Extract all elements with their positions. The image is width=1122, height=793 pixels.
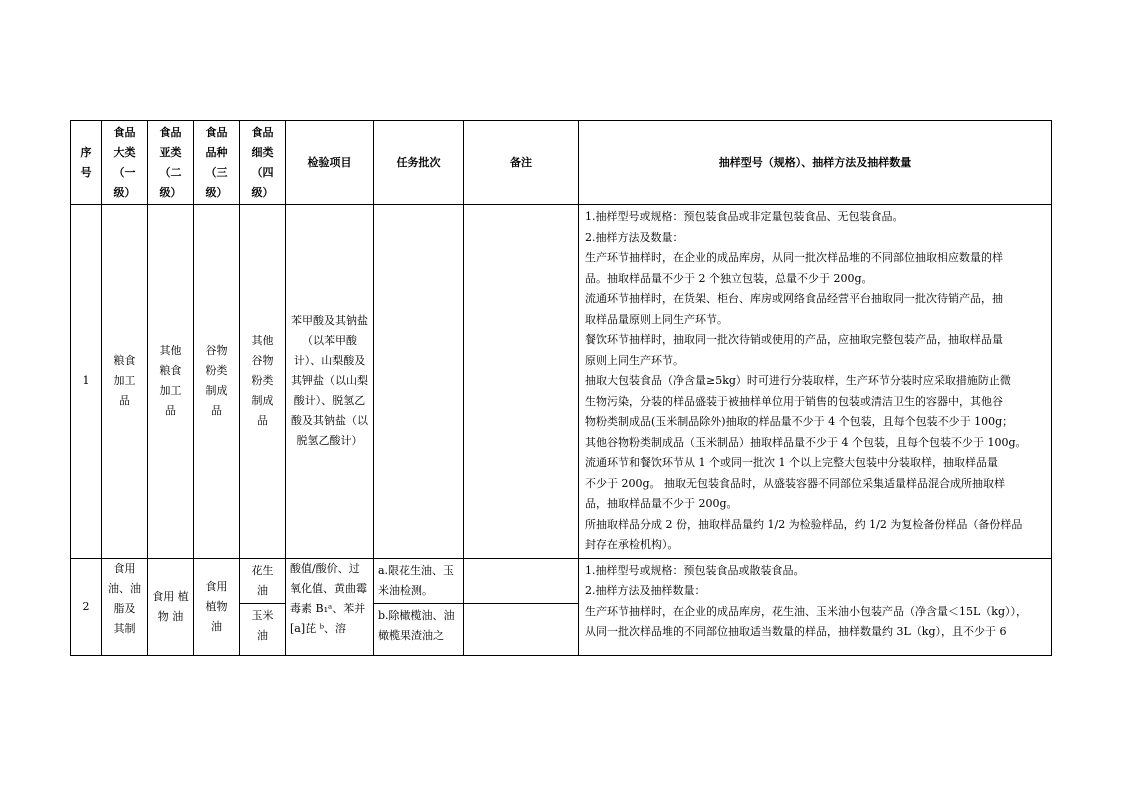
row1-method <box>579 205 1052 559</box>
row2-batch-a: a.限花生油、玉米油检测。 <box>374 559 463 604</box>
row1-batch <box>374 205 464 559</box>
method-line: 1.抽样型号或规格：预包装食品或散装食品。 <box>585 563 805 577</box>
method-line: 2.抽样方法及抽样数量： <box>585 584 706 597</box>
header-method: 抽样型号（规格）、抽样方法及抽样数量 <box>579 121 1052 205</box>
sampling-table <box>70 120 1052 656</box>
row1-note <box>464 205 579 559</box>
method-line: 流通环节抽样时，在货架、柜台、库房或网络食品经营平台抽取同一批次待销产品，抽 <box>585 292 1003 305</box>
method-line: 物粉类制成品(玉米制品除外)抽取的样品量不少于 4 个包装，且每个包装不少于 100g； <box>585 415 1014 428</box>
row2-cat2: 食用 植物 油 <box>148 558 194 655</box>
method-line: 生产环节抽样时，在企业的成品库房，花生油、玉米油小包装产品（净含量＜15L（kg））， <box>585 604 1028 618</box>
header-note: 备注 <box>464 121 579 205</box>
method-line: 从同一批次样品堆的不同部位抽取适当数量的样品，抽样数量约 3L（kg），且不少于 6 <box>585 625 1007 638</box>
method-line: 原则上同生产环节。 <box>585 353 684 367</box>
header-cat1: 食品 大类 （一 级） <box>102 121 148 205</box>
method-line: 餐饮环节抽样时，抽取同一批次待销或使用的产品，应抽取完整包装产品，抽取样品量 <box>585 333 1003 346</box>
row2-cat4 <box>240 558 286 655</box>
header-cat3: 食品 品种 （三 级） <box>194 121 240 205</box>
row2-cat1: 食用 油、油 脂及 其制 <box>102 558 148 655</box>
row1-items: 苯甲酸及其钠盐（以苯甲酸计）、山梨酸及其钾盐（以山梨酸计）、脱氢乙酸及其钠盐（以脱氢乙酸计） <box>286 205 374 559</box>
row1-cat3: 谷物 粉类 制成 品 <box>194 205 240 559</box>
row2-cat4-corn: 玉米 油 <box>251 608 274 642</box>
header-row <box>71 121 1052 205</box>
method-line: 流通环节和餐饮环节从 1 个或同一批次 1 个以上完整大包装中分装取样，抽取样品量 <box>585 456 998 469</box>
method-line: 品，抽取样品量不少于 200g。 <box>585 497 738 510</box>
table-row <box>71 558 1052 655</box>
row2-note <box>464 558 579 655</box>
row1-cat2: 其他 粮食 加工 品 <box>148 205 194 559</box>
row2-batch <box>374 558 464 655</box>
row1-cat1: 粮食 加工 品 <box>102 205 148 559</box>
header-cat4: 食品 细类 （四 级） <box>240 121 286 205</box>
header-batch: 任务批次 <box>374 121 464 205</box>
row2-seq: 2 <box>71 558 102 655</box>
row2-method <box>579 558 1052 655</box>
method-line: 抽取大包装食品（净含量≥5kg）时可进行分装取样，生产环节分装时应采取措施防止微 <box>585 374 1011 387</box>
row1-cat4: 其他 谷物 粉类 制成 品 <box>240 205 286 559</box>
method-line: 2.抽样方法及数量： <box>585 230 684 244</box>
method-line: 不少于 200g。 抽取无包装食品时，从盛装容器不同部位采集适量样品混合成所抽取样 <box>585 476 1006 490</box>
method-line: 品。抽取样品量不少于 2 个独立包装，总量不少于 200g。 <box>585 271 873 285</box>
row1-seq: 1 <box>71 205 102 559</box>
row2-cat4-peanut: 花生 油 <box>240 559 285 604</box>
method-line: 生产环节抽样时，在企业的成品库房，从同一批次样品堆的不同部位抽取相应数量的样 <box>585 251 1003 264</box>
row2-items: 酸值/酸价、过氧化值、黄曲霉毒素 B₁ᵃ、苯并[a]芘 ᵇ、溶 <box>286 558 374 655</box>
method-line: 1.抽样型号或规格：预包装食品或非定量包装食品、无包装食品。 <box>585 210 904 223</box>
method-line: 其他谷物粉类制成品（玉米制品）抽取样品量不少于 4 个包装，且每个包装不少于 100g。 <box>585 435 1027 449</box>
method-line: 生物污染，分装的样品盛装于被抽样单位用于销售的包装或清洁卫生的容器中，其他谷 <box>585 394 1003 408</box>
row2-note-a <box>464 559 578 604</box>
table-row <box>71 205 1052 559</box>
method-line: 封存在承检机构）。 <box>585 538 679 551</box>
header-items: 检验项目 <box>286 121 374 205</box>
header-cat2: 食品 亚类 （二 级） <box>148 121 194 205</box>
method-line: 所抽取样品分成 2 份，抽取样品量约 1/2 为检验样品，约 1/2 为复检备份样品（备份样品 <box>585 517 1023 531</box>
row2-note-b <box>464 604 578 608</box>
row2-batch-b: b.除橄榄油、油橄榄果渣油之 <box>378 608 455 642</box>
row2-cat3: 食用 植物 油 <box>194 558 240 655</box>
method-line: 取样品量原则上同生产环节。 <box>585 312 728 326</box>
header-seq: 序 号 <box>71 121 102 205</box>
